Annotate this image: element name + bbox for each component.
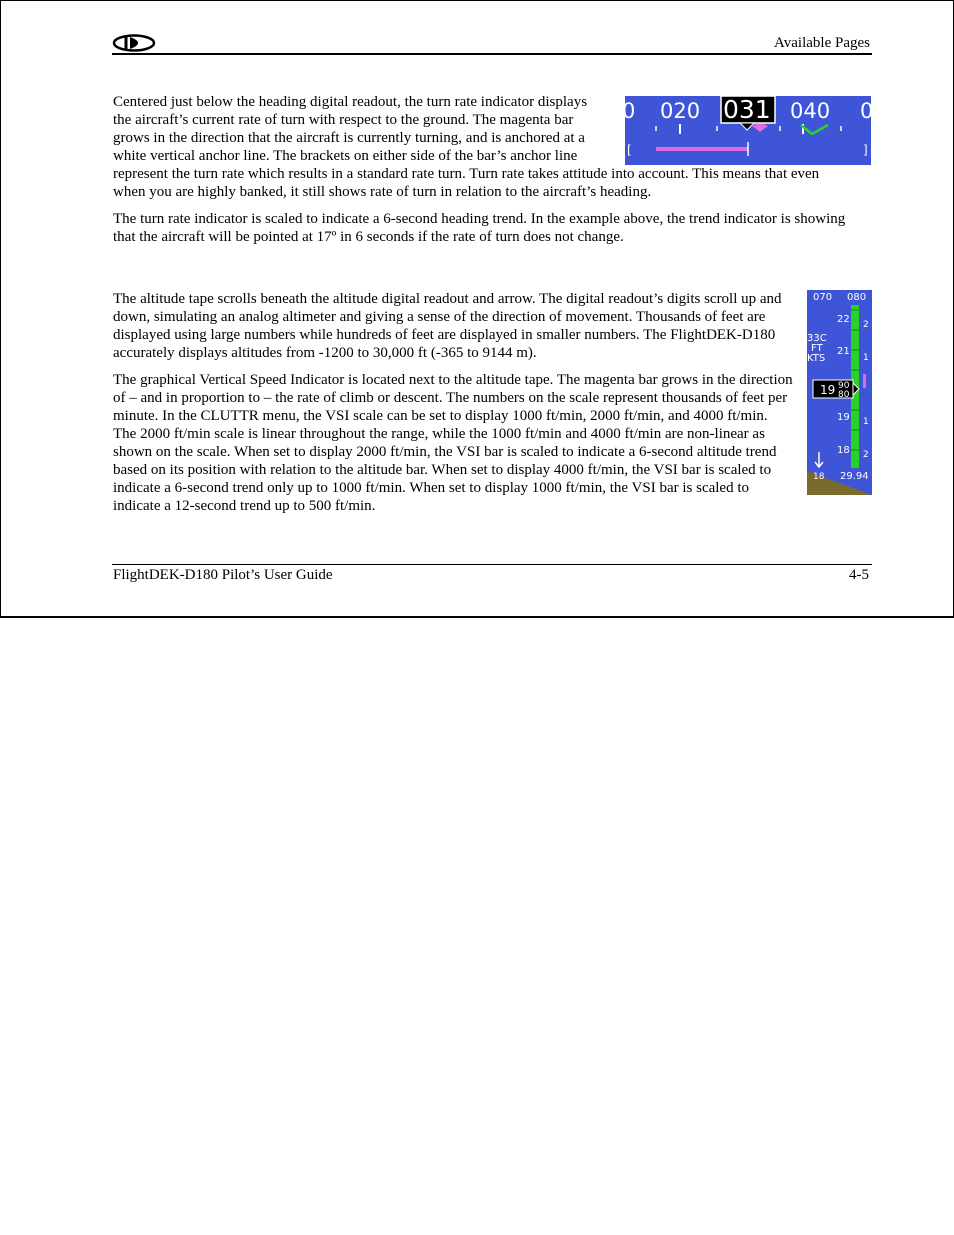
top-left-label: 070 bbox=[813, 292, 833, 303]
tape-label-18: 18 bbox=[837, 445, 850, 456]
heading-tick-040: 040 bbox=[790, 99, 831, 123]
heading-left-partial: 0 bbox=[622, 99, 636, 123]
bottom-left-label: 18 bbox=[813, 472, 825, 482]
footer-title: FlightDEK-D180 Pilot’s User Guide bbox=[113, 567, 333, 583]
bracket-left: [ bbox=[627, 143, 632, 157]
turn-rate-text: Centered just below the heading digital readout, the turn rate indicator displays the aircraft’s current rate of turn with respect to the ground. The magenta bar grows in the direction that the aircraft is currently turning, and is anchored at a white vertical anchor line. The brackets on either side of the bar’s anchor line represent the turn rate which results in a standard rate turn. Turn rate takes attitude into account. This means that even when you are highly banked, it still shows rate of turn in relation to the aircraft’s heading. bbox=[113, 94, 820, 200]
tape-label-19: 19 bbox=[837, 412, 850, 423]
heading-tick-020: 020 bbox=[660, 99, 701, 123]
header-title: Available Pages bbox=[774, 35, 870, 51]
page-number: 4-5 bbox=[849, 567, 869, 583]
vsi-label-lower: 1 bbox=[863, 417, 869, 427]
vsi-magenta-bar bbox=[863, 374, 866, 388]
altitude-vsi-figure bbox=[807, 290, 872, 495]
header-rule bbox=[112, 53, 872, 55]
tape-label-22: 22 bbox=[837, 314, 850, 325]
altitude-readout-thousands: 19 bbox=[820, 383, 836, 397]
dynon-logo bbox=[112, 34, 156, 52]
baro-setting: 29.94 bbox=[840, 471, 869, 482]
heading-turn-rate-figure bbox=[622, 95, 874, 165]
turn-scale-paragraph: The turn rate indicator is scaled to indicate a 6-second heading trend. In the example above, the trend indicator is showing that the aircraft will be pointed at 17º in 6 seconds if the rate of turn does not change. bbox=[113, 211, 846, 245]
bracket-right: ] bbox=[863, 143, 868, 157]
heading-readout: 031 bbox=[723, 95, 771, 124]
side-label-3: KTS bbox=[807, 353, 826, 364]
altitude-tape-paragraph: The altitude tape scrolls beneath the altitude digital readout and arrow. The digital readout’s digits scroll up and down, simulating an analog altimeter and giving a sense of the direction of movement. Thousands of feet are displayed using large numbers while hundreds of feet are displayed in smaller numbers. The FlightDEK-D180 accurately displays altitudes from -1200 to 30,000 ft (-365 to 9144 m). bbox=[113, 291, 782, 361]
vsi-label-top: 2 bbox=[863, 320, 869, 330]
altitude-readout-hundreds-top: 90 bbox=[838, 381, 850, 391]
footer-rule bbox=[112, 564, 872, 565]
heading-right-partial: 0 bbox=[860, 99, 874, 123]
turn-rate-bar bbox=[656, 147, 748, 151]
top-right-label: 080 bbox=[847, 292, 867, 303]
side-label-2: FT bbox=[811, 343, 823, 354]
vsi-label-bottom: 2 bbox=[863, 450, 869, 460]
vsi-label-upper: 1 bbox=[863, 353, 869, 363]
tape-label-21: 21 bbox=[837, 346, 850, 357]
side-label-1: 33C bbox=[807, 333, 827, 344]
vsi-paragraph: The graphical Vertical Speed Indicator is located next to the altitude tape. The magenta bar grows in the direction of – and in proportion to – the rate of climb or descent. The numbers on the scale represent thousands of feet per minute. In the CLUTTR menu, the VSI scale can be set to display 1000 ft/min, 2000 ft/min, and 4000 ft/min. The 2000 ft/min scale is linear throughout the range, while the 1000 ft/min and 4000 ft/min are non-linear as shown on the scale. When set to display 2000 ft/min, the VSI bar is scaled to indicate a 6-second altitude trend based on its position with relation to the altitude bar. When set to display 4000 ft/min, the VSI bar is scaled to indicate a 6-second trend only up to 1000 ft/min. When set to display 1000 ft/min, the VSI bar is scaled to indicate a 12-second trend up to 500 ft/min. bbox=[113, 372, 793, 514]
altitude-readout-hundreds-bottom: 80 bbox=[838, 390, 850, 400]
